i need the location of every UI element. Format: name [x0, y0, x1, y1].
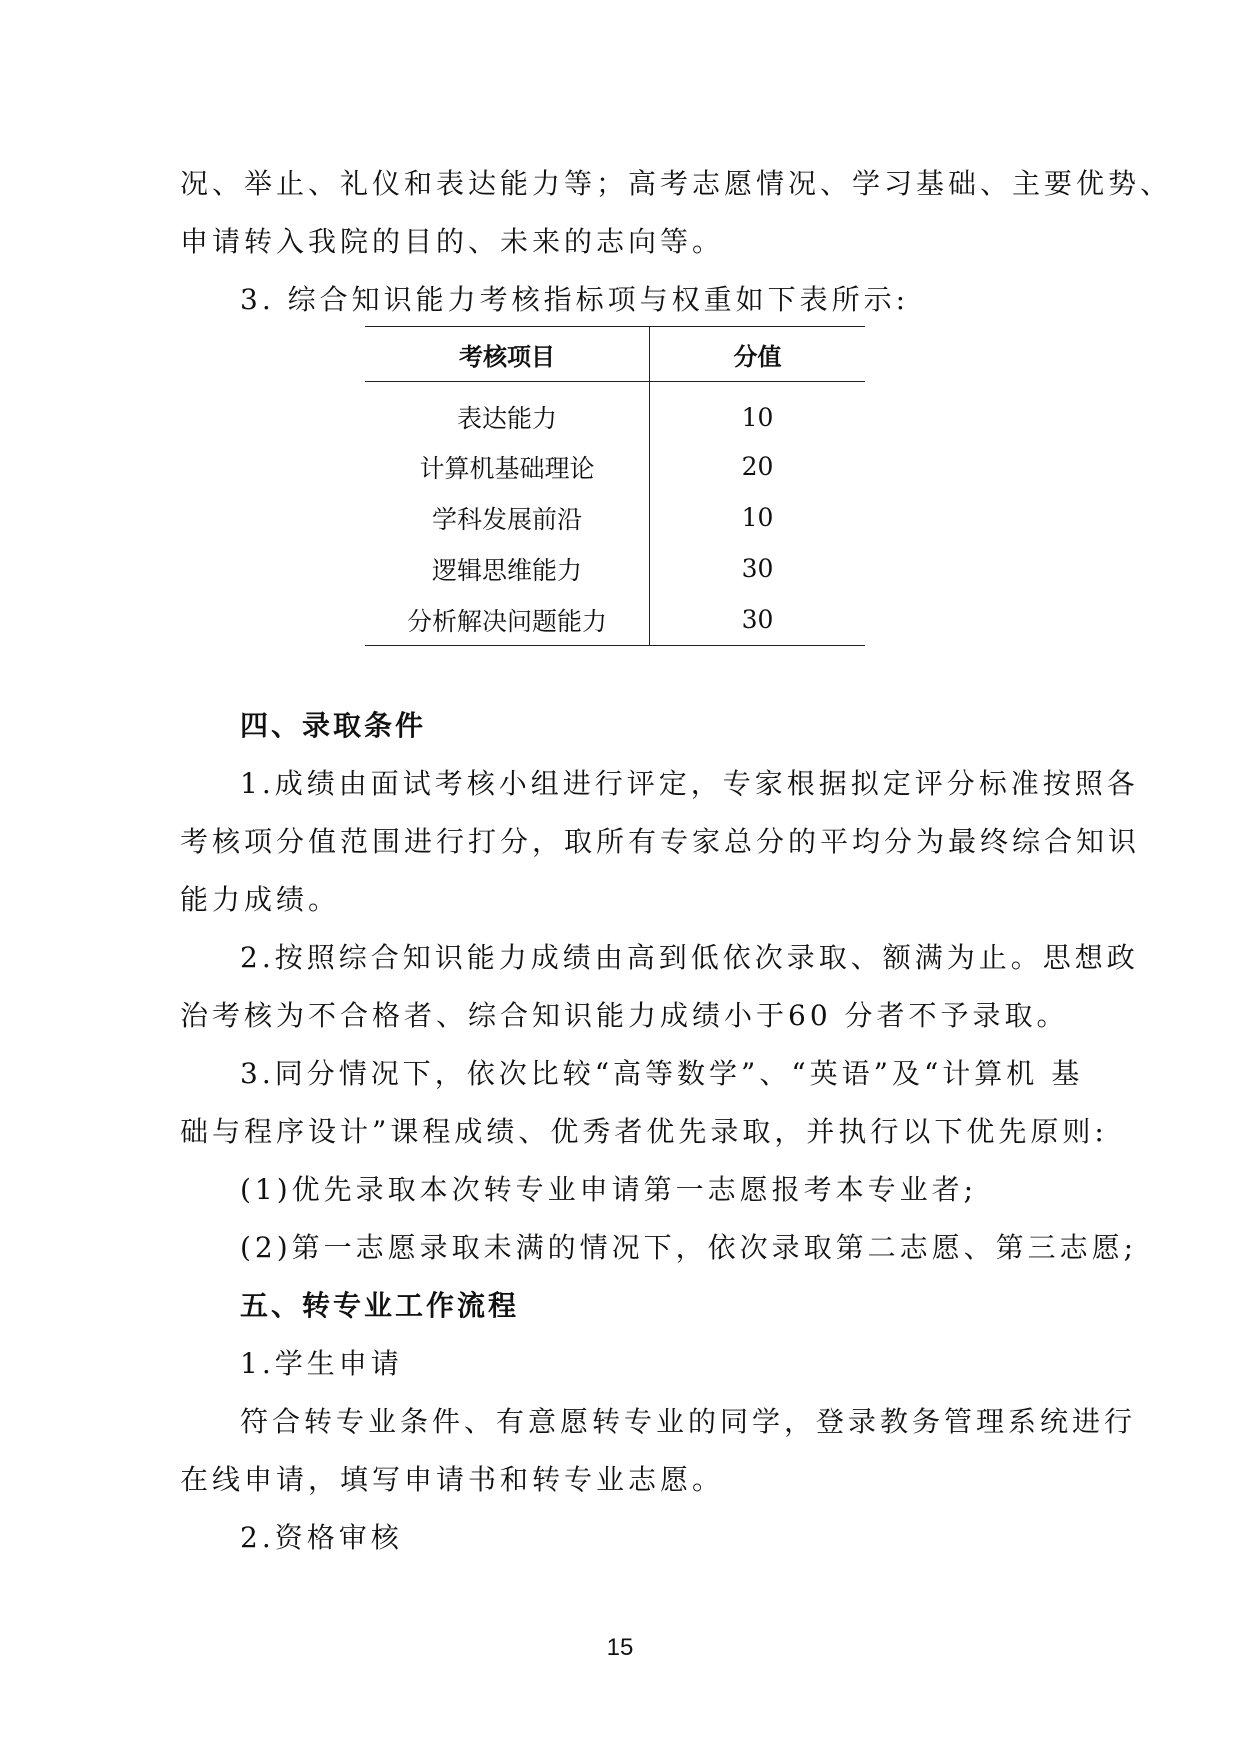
column-header-score: 分值 — [650, 327, 866, 382]
cell-score: 30 — [741, 554, 774, 583]
section-heading: 五、转专业工作流程 — [240, 1289, 520, 1322]
cell-score: 10 — [741, 503, 774, 532]
text-line: 3. 综合知识能力考核指标项与权重如下表所示: — [240, 283, 910, 316]
text-line: (1)优先录取本次转专业申请第一志愿报考本专业者; — [240, 1173, 978, 1206]
text-line: 申请转入我院的目的、未来的志向等。 — [180, 225, 725, 258]
column-header-item: 考核项目 — [365, 327, 650, 382]
score-table — [365, 326, 865, 646]
page-number: 15 — [606, 1634, 634, 1661]
cell-item: 逻辑思维能力 — [365, 543, 650, 594]
text-line: 3.同分情况下，依次比较“高等数学”、“英语”及“计算机 基 — [240, 1057, 1084, 1090]
text-line: 1.成绩由面试考核小组进行评定，专家根据拟定评分标准按照各 — [240, 767, 1139, 800]
table-row — [365, 594, 865, 646]
text-line: 能力成绩。 — [180, 883, 341, 916]
cell-item: 表达能力 — [365, 382, 650, 442]
text-line: 2.按照综合知识能力成绩由高到低依次录取、额满为止。思想政 — [240, 941, 1139, 974]
text-line: 2.资格审核 — [240, 1521, 403, 1554]
cell-score: 20 — [741, 452, 774, 481]
section-heading: 四、录取条件 — [240, 709, 427, 742]
text-line: 1.学生申请 — [240, 1347, 403, 1380]
cell-item: 分析解决问题能力 — [365, 594, 650, 646]
cell-item: 学科发展前沿 — [365, 492, 650, 543]
table-row — [365, 382, 865, 442]
text-line: 考核项分值范围进行打分，取所有专家总分的平均分为最终综合知识 — [180, 825, 1141, 858]
cell-score: 30 — [650, 594, 866, 646]
table-row — [365, 492, 865, 543]
table-row — [365, 543, 865, 594]
table-row — [365, 441, 865, 492]
text-line: 础与程序设计”课程成绩、优秀者优先录取，并执行以下优先原则: — [180, 1115, 1108, 1148]
table-header-row — [365, 327, 865, 382]
cell-item: 计算机基础理论 — [365, 441, 650, 492]
cell-score: 10 — [741, 402, 774, 432]
text-line: 治考核为不合格者、综合知识能力成绩小于60 分者不予录取。 — [180, 999, 1069, 1032]
text-line: 符合转专业条件、有意愿转专业的同学，登录教务管理系统进行 — [240, 1405, 1137, 1438]
text-line: 况、举止、礼仪和表达能力等；高考志愿情况、学习基础、主要优势、 — [180, 167, 1173, 200]
text-line: (2)第一志愿录取未满的情况下，依次录取第二志愿、第三志愿; — [240, 1231, 1138, 1264]
text-line: 在线申请，填写申请书和转专业志愿。 — [180, 1463, 725, 1496]
